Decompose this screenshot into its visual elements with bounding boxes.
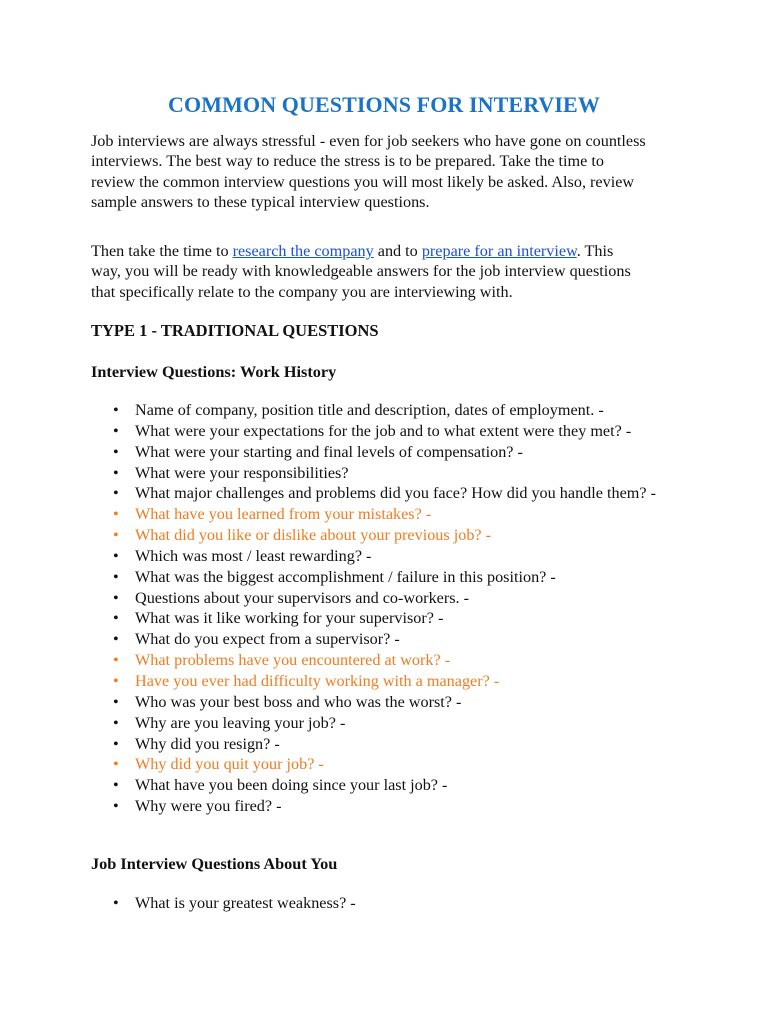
question-text: What was it like working for your supervisor? - [135, 609, 444, 628]
question-text: What have you learned from your mistakes? - [135, 505, 432, 524]
question-item [91, 734, 691, 755]
question-item [91, 504, 691, 525]
question-item [91, 775, 691, 796]
intro-line: Job interviews are always stressful - even for job seekers who have gone on countless [91, 132, 646, 150]
section-heading-type1: TYPE 1 - TRADITIONAL QUESTIONS [91, 321, 379, 340]
subheading-work-history: Interview Questions: Work History [91, 362, 337, 381]
page-title: COMMON QUESTIONS FOR INTERVIEW [168, 92, 600, 117]
intro-line: sample answers to these typical interview questions. [91, 193, 430, 212]
question-text: Why did you resign? - [135, 734, 280, 753]
question-text: What do you expect from a supervisor? - [135, 630, 400, 649]
question-text: What was the biggest accomplishment / failure in this position? - [135, 567, 556, 586]
bullet-icon: • [113, 894, 119, 912]
bullet-icon: • [113, 401, 119, 419]
bullet-icon: • [113, 567, 119, 586]
question-item [91, 796, 691, 817]
question-text: Questions about your supervisors and co-workers. - [135, 588, 470, 607]
about-you-list [91, 893, 691, 914]
bullet-icon: • [113, 734, 119, 753]
question-item [91, 463, 691, 484]
intro-line: interviews. The best way to reduce the stress is to be prepared. Take the time to [91, 152, 604, 171]
question-text: Why were you fired? - [135, 797, 282, 816]
question-text: What problems have you encountered at work? - [135, 651, 451, 670]
bullet-icon: • [113, 797, 119, 816]
question-item [91, 421, 691, 442]
question-item [91, 650, 691, 671]
bullet-icon: • [113, 588, 119, 607]
question-text: Why did you quit your job? - [135, 755, 324, 774]
bullet-icon: • [113, 421, 119, 440]
research-paragraph [91, 241, 678, 302]
question-item [91, 588, 691, 609]
question-text: What did you like or dislike about your previous job? - [135, 526, 492, 545]
question-item [91, 692, 691, 713]
question-item [91, 671, 691, 692]
question-item [91, 629, 691, 650]
research-line-2: way, you will be ready with knowledgeable answers for the job interview questions [91, 262, 631, 281]
question-text: Which was most / least rewarding? - [135, 546, 372, 565]
bullet-icon: • [113, 484, 119, 503]
question-text: What were your responsibilities? [135, 463, 349, 482]
bullet-icon: • [113, 713, 119, 732]
research-company-link[interactable]: research the company [232, 242, 374, 260]
bullet-icon: • [113, 692, 119, 711]
research-line-1 [91, 241, 678, 261]
bullet-icon: • [113, 526, 119, 545]
bullet-icon: • [113, 776, 119, 795]
intro-line: review the common interview questions you will most likely be asked. Also, review [91, 172, 635, 191]
bullet-icon: • [113, 651, 119, 670]
question-item [91, 525, 691, 546]
question-text: Why are you leaving your job? - [135, 713, 346, 732]
bullet-icon: • [113, 546, 119, 565]
question-item [91, 754, 691, 775]
question-item [91, 442, 691, 463]
question-text: What were your starting and final levels of compensation? - [135, 442, 523, 461]
research-line-3: that specifically relate to the company you are interviewing with. [91, 282, 513, 301]
intro-paragraph [91, 131, 678, 213]
question-text: What have you been doing since your last job? - [135, 776, 448, 795]
research-text-mid: and to [373, 242, 422, 260]
question-item [91, 483, 691, 504]
question-item [91, 567, 691, 588]
question-item [91, 608, 691, 629]
research-text-pre: Then take the time to [91, 242, 233, 260]
question-text: Name of company, position title and description, dates of employment. - [135, 401, 604, 419]
question-item [91, 713, 691, 734]
bullet-icon: • [113, 463, 119, 482]
prepare-interview-link[interactable]: prepare for an interview [421, 242, 577, 260]
question-item [91, 546, 691, 567]
bullet-icon: • [113, 671, 119, 690]
question-text: Have you ever had difficulty working with a manager? - [135, 671, 500, 690]
question-text: Who was your best boss and who was the worst? - [135, 692, 462, 711]
bullet-icon: • [113, 755, 119, 774]
question-text: What is your greatest weakness? - [135, 894, 356, 912]
question-text: What were your expectations for the job and to what extent were they met? - [135, 421, 632, 440]
bullet-icon: • [113, 442, 119, 461]
question-text: What major challenges and problems did you face? How did you handle them? - [135, 484, 656, 503]
bullet-icon: • [113, 609, 119, 628]
research-text-post: . This [576, 242, 614, 260]
subheading-about-you: Job Interview Questions About You [91, 854, 338, 873]
bullet-icon: • [113, 505, 119, 524]
question-item [91, 893, 691, 914]
question-item [91, 400, 691, 421]
bullet-icon: • [113, 630, 119, 649]
work-history-list [91, 400, 691, 817]
